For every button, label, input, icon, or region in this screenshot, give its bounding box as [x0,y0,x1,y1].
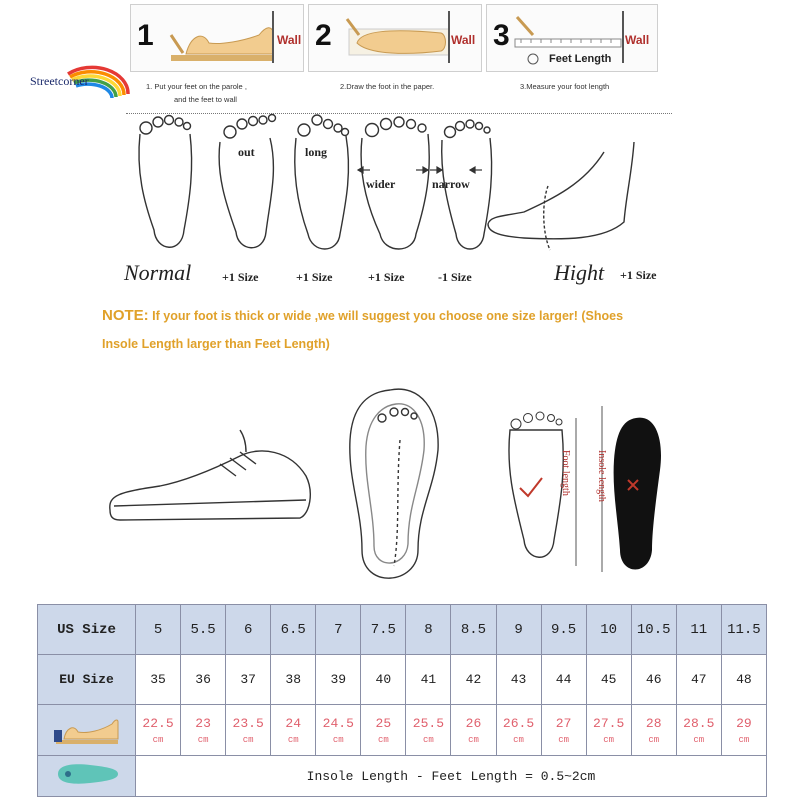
foot-measure-icon [52,710,122,746]
insole-icon [52,759,122,789]
foot-length-value: 27 [555,715,572,731]
eu-size-cell: 48 [721,655,766,705]
out-adjust: +1 Size [222,270,259,284]
us-size-cell: 6.5 [271,605,316,655]
size-note [102,302,742,358]
narrow-adjust: -1 Size [438,270,472,284]
foot-length-cell [496,705,541,756]
step-1-panel [130,4,304,72]
foot-long-label: long [305,145,328,159]
eu-size-cell: 46 [631,655,676,705]
foot-length-unit: cm [603,734,615,745]
foot-length-value: 27.5 [593,715,625,731]
eu-size-cell: 47 [676,655,721,705]
foot-length-value: 28.5 [683,715,715,731]
foot-length-value: 26 [465,715,482,731]
eu-size-cell: 35 [136,655,181,705]
us-size-cell: 6 [226,605,271,655]
note-label: NOTE: [102,307,149,324]
step-2-number: 2 [315,19,332,52]
step-1-caption-line1: 1. Put your feet on the parole , [146,82,247,91]
foot-length-row-icon [38,705,136,756]
insole-formula: Insole Length - Feet Length = 0.5~2cm [136,756,767,797]
size-table [37,604,767,797]
foot-narrow-label: narrow [432,177,470,191]
foot-length-cell [676,705,721,756]
foot-length-unit: cm [197,734,209,745]
foot-types-illustration [124,112,684,262]
us-size-cell: 5 [136,605,181,655]
eu-size-cell: 36 [181,655,226,705]
foot-length-unit: cm [287,734,299,745]
brand-name: Streetcorner [30,74,89,88]
foot-length-unit: cm [332,734,344,745]
step-1-number: 1 [137,19,154,52]
shoe-side-icon [110,430,310,520]
normal-label: Normal [124,260,192,285]
foot-length-value: 24.5 [322,715,354,731]
wider-adjust: +1 Size [368,270,405,284]
foot-length-unit: cm [648,734,660,745]
us-size-cell: 7 [316,605,361,655]
us-size-cell: 10.5 [631,605,676,655]
foot-length-cell [271,705,316,756]
foot-length-value: 23 [195,715,211,731]
foot-length-cell [361,705,406,756]
foot-length-cell [316,705,361,756]
foot-length-value: 25 [375,715,392,731]
us-size-cell: 9 [496,605,541,655]
foot-length-unit: cm [513,734,524,745]
us-size-cell: 8 [406,605,451,655]
cm-size-row [38,705,767,756]
foot-length-unit: cm [242,734,254,745]
foot-out-label: out [238,145,255,159]
eu-size-cell: 43 [496,655,541,705]
foot-length-unit: cm [558,734,569,745]
note-line2: Insole Length larger than Feet Length) [102,337,330,351]
high-label: Hight [554,260,605,285]
foot-length-cell [721,705,766,756]
us-size-cell: 10 [586,605,631,655]
foot-length-cell [541,705,586,756]
foot-length-cell [451,705,496,756]
foot-length-unit: cm [423,734,434,745]
insole-row [38,756,767,797]
step-1-caption [146,80,247,106]
eu-size-cell: 45 [586,655,631,705]
feet-length-tag: Feet Length [549,53,612,65]
foot-length-cell [226,705,271,756]
us-size-header: US Size [38,605,136,655]
eu-size-cell: 41 [406,655,451,705]
eu-size-cell: 42 [451,655,496,705]
foot-length-cell [181,705,226,756]
foot-vs-insole-icon [509,406,661,572]
rainbow-icon [28,46,136,98]
eu-size-cell: 39 [316,655,361,705]
high-adjust: +1 Size [620,268,657,282]
foot-length-value: 25.5 [412,715,445,731]
foot-length-unit: cm [468,734,479,745]
eu-size-cell: 44 [541,655,586,705]
foot-length-cell [631,705,676,756]
foot-length-value: 24 [285,715,302,731]
insole-row-icon-cell [38,756,136,797]
us-size-row [38,605,767,655]
sole-top-icon [350,389,438,578]
us-size-cell: 5.5 [181,605,226,655]
step-2-panel [308,4,482,72]
eu-size-cell: 37 [226,655,271,705]
foot-length-cell [136,705,181,756]
eu-size-cell: 40 [361,655,406,705]
us-size-cell: 7.5 [361,605,406,655]
eu-size-cell: 38 [271,655,316,705]
long-adjust: +1 Size [296,270,333,284]
us-size-cell: 8.5 [451,605,496,655]
foot-length-value: 28 [645,715,662,731]
foot-length-value: 29 [736,715,752,731]
us-size-cell: 11 [676,605,721,655]
us-size-cell: 11.5 [721,605,766,655]
step-1-wall-label: Wall [277,33,302,47]
foot-length-unit: cm [377,734,389,745]
step-1-caption-line2: and the feet to wall [174,95,237,104]
step-3-number: 3 [493,19,510,52]
eu-size-row [38,655,767,705]
foot-length-value: 26.5 [502,715,535,731]
foot-length-label: Foot length [560,450,571,496]
step-2-caption: 2.Draw the foot in the paper. [340,82,435,91]
step-3-caption: 3.Measure your foot length [520,82,610,91]
note-line1: If your foot is thick or wide ,we will suggest you choose one size larger! (Shoes [148,309,624,323]
foot-length-cell [406,705,451,756]
step-3-wall-label: Wall [625,33,650,47]
step-2-wall-label: Wall [451,33,476,47]
insole-length-label: Insole length [596,450,607,502]
foot-length-value: 22.5 [142,715,174,731]
foot-length-value: 23.5 [232,715,264,731]
foot-length-unit: cm [693,734,705,745]
foot-length-unit: cm [152,734,164,745]
foot-length-unit: cm [738,734,750,745]
us-size-cell: 9.5 [541,605,586,655]
shoe-diagrams [100,380,680,600]
eu-size-header: EU Size [38,655,136,705]
step-3-panel [486,4,658,72]
foot-length-cell [586,705,631,756]
foot-wider-label: wider [366,177,396,191]
brand-logo [28,46,136,98]
